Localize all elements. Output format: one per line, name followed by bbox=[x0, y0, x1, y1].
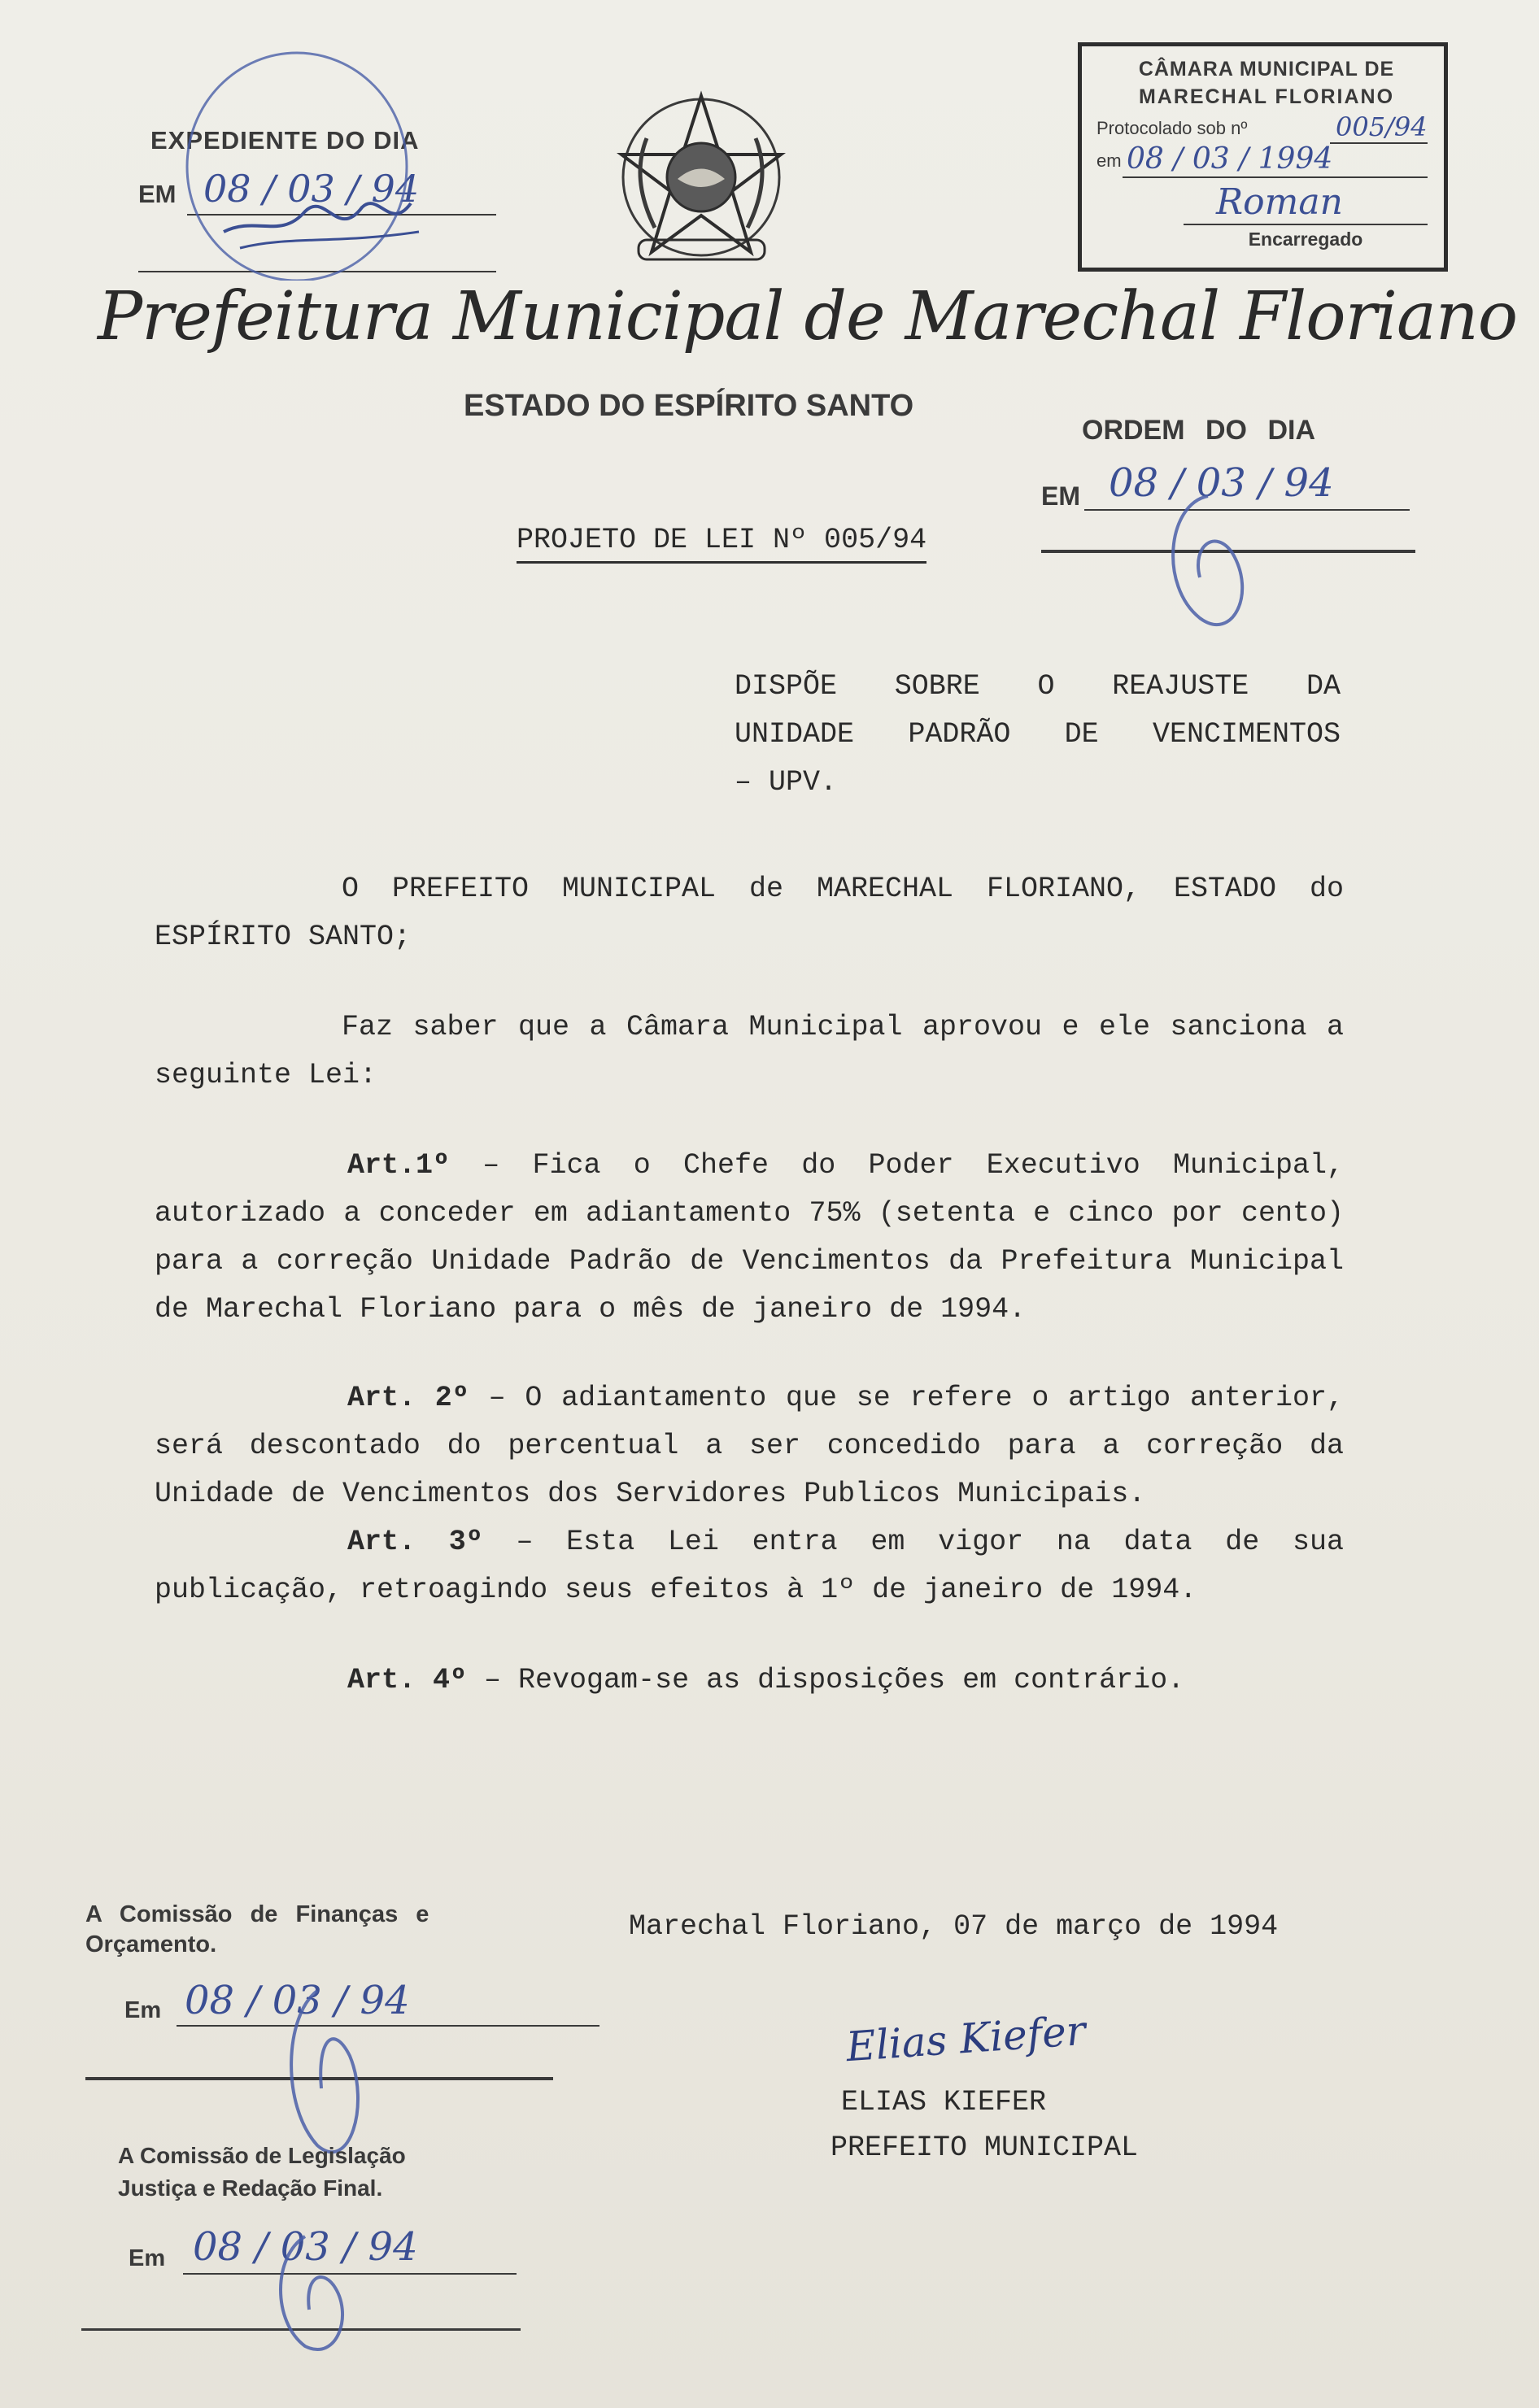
place-date: Marechal Floriano, 07 de março de 1994 bbox=[629, 1910, 1279, 1943]
protocol-signature: Roman bbox=[1216, 181, 1343, 223]
article-3-text: – Esta Lei entra em vigor na data de sua publicação, retroagindo seus efeitos à 1º de janeiro de 1994. bbox=[155, 1526, 1345, 1606]
protocol-date: 08 / 03 / 1994 bbox=[1127, 142, 1333, 176]
expediente-signature bbox=[175, 45, 468, 281]
protocol-number: 005/94 bbox=[1336, 111, 1428, 142]
protocol-role: Encarregado bbox=[1248, 229, 1363, 250]
article-4-text: – Revogam-se as disposições em contrário. bbox=[467, 1664, 1185, 1696]
protocol-signature-rule bbox=[1184, 224, 1428, 225]
legislacao-line2: Justiça e Redação Final. bbox=[118, 2175, 383, 2201]
signer-title: PREFEITO MUNICIPAL bbox=[830, 2131, 1139, 2164]
summary-line-3: – UPV. bbox=[735, 766, 838, 799]
financas-date: 08 / 03 / 94 bbox=[185, 1978, 410, 2023]
protocol-line1: CÂMARA MUNICIPAL DE bbox=[1138, 58, 1395, 81]
protocol-label: Protocolado sob nº bbox=[1096, 118, 1248, 138]
mayor-signature: Elias Kiefer bbox=[844, 2006, 1088, 2071]
financas-line2: Orçamento. bbox=[85, 1931, 217, 1957]
ordem-signature bbox=[1135, 480, 1281, 642]
protocol-line2: MARECHAL FLORIANO bbox=[1138, 85, 1395, 108]
decree: Faz saber que a Câmara Municipal aprovou e ele sanciona a seguinte Lei: bbox=[155, 1011, 1344, 1091]
signer-name: ELIAS KIEFER bbox=[840, 2086, 1047, 2118]
protocol-stamp bbox=[1078, 42, 1448, 272]
article-4-label: Art. 4º bbox=[347, 1664, 468, 1696]
article-4 bbox=[155, 1657, 1344, 1705]
preamble: O PREFEITO MUNICIPAL de MARECHAL FLORIANO, ESTADO do ESPÍRITO SANTO; bbox=[155, 873, 1344, 953]
article-1-label: Art.1º bbox=[347, 1149, 451, 1182]
body-text bbox=[155, 865, 1344, 1705]
protocol-number-rule bbox=[1330, 142, 1428, 144]
letterhead-subtitle: ESTADO DO ESPÍRITO SANTO bbox=[464, 389, 914, 423]
legislacao-em-label: Em bbox=[129, 2245, 166, 2271]
article-3-label: Art. 3º bbox=[347, 1526, 483, 1558]
ordem-date: 08 / 03 / 94 bbox=[1109, 460, 1334, 506]
article-3 bbox=[155, 1518, 1344, 1614]
financas-stamp bbox=[85, 1901, 557, 2088]
expediente-em-label: EM bbox=[138, 180, 177, 208]
expediente-stamp bbox=[138, 126, 508, 289]
ordem-title: ORDEM DO DIA bbox=[1082, 415, 1315, 446]
expediente-title: EXPEDIENTE DO DIA bbox=[150, 126, 420, 155]
legislacao-stamp bbox=[118, 2143, 541, 2346]
protocol-date-rule bbox=[1123, 176, 1428, 178]
summary bbox=[735, 663, 1341, 807]
protocol-em-label: em bbox=[1096, 150, 1122, 171]
financas-signature bbox=[260, 1983, 390, 2170]
article-2 bbox=[155, 1374, 1344, 1518]
letterhead-title: Prefeitura Municipal de Marechal Floriano bbox=[98, 278, 1518, 355]
legislacao-line1: A Comissão de Legislação bbox=[118, 2143, 406, 2168]
financas-line1: A Comissão de Finanças e bbox=[85, 1901, 429, 1927]
expediente-date: 08 / 03 / 94 bbox=[203, 167, 420, 211]
coat-of-arms-icon bbox=[614, 81, 789, 272]
article-1-text: – Fica o Chefe do Poder Executivo Municipal, autorizado a conceder em adiantamento 75% (setenta e cinco por cento) para a correção Unidade Padrão de Vencimentos da Prefeitura Municipal de Marechal Floriano para o mês de janeiro de 1994. bbox=[155, 1149, 1344, 1326]
article-1 bbox=[155, 1142, 1344, 1334]
financas-em-label: Em bbox=[124, 1997, 162, 2023]
legislacao-date: 08 / 03 / 94 bbox=[193, 2224, 418, 2270]
project-title: PROJETO DE LEI Nº 005/94 bbox=[517, 520, 926, 564]
article-2-text: – O adiantamento que se refere o artigo anterior, será descontado do percentual a ser concedido para a correção da Unidade de Vencimentos dos Servidores Publicos Municipais. bbox=[155, 1382, 1345, 1510]
summary-line-1: DISPÕE SOBRE O REAJUSTE DA bbox=[735, 670, 1341, 703]
ordem-do-dia-stamp bbox=[1037, 415, 1419, 577]
legislacao-signature bbox=[256, 2232, 378, 2354]
summary-line-2: UNIDADE PADRÃO DE VENCIMENTOS bbox=[735, 718, 1341, 751]
article-2-label: Art. 2º bbox=[347, 1382, 469, 1414]
ordem-em-label: EM bbox=[1041, 481, 1080, 511]
